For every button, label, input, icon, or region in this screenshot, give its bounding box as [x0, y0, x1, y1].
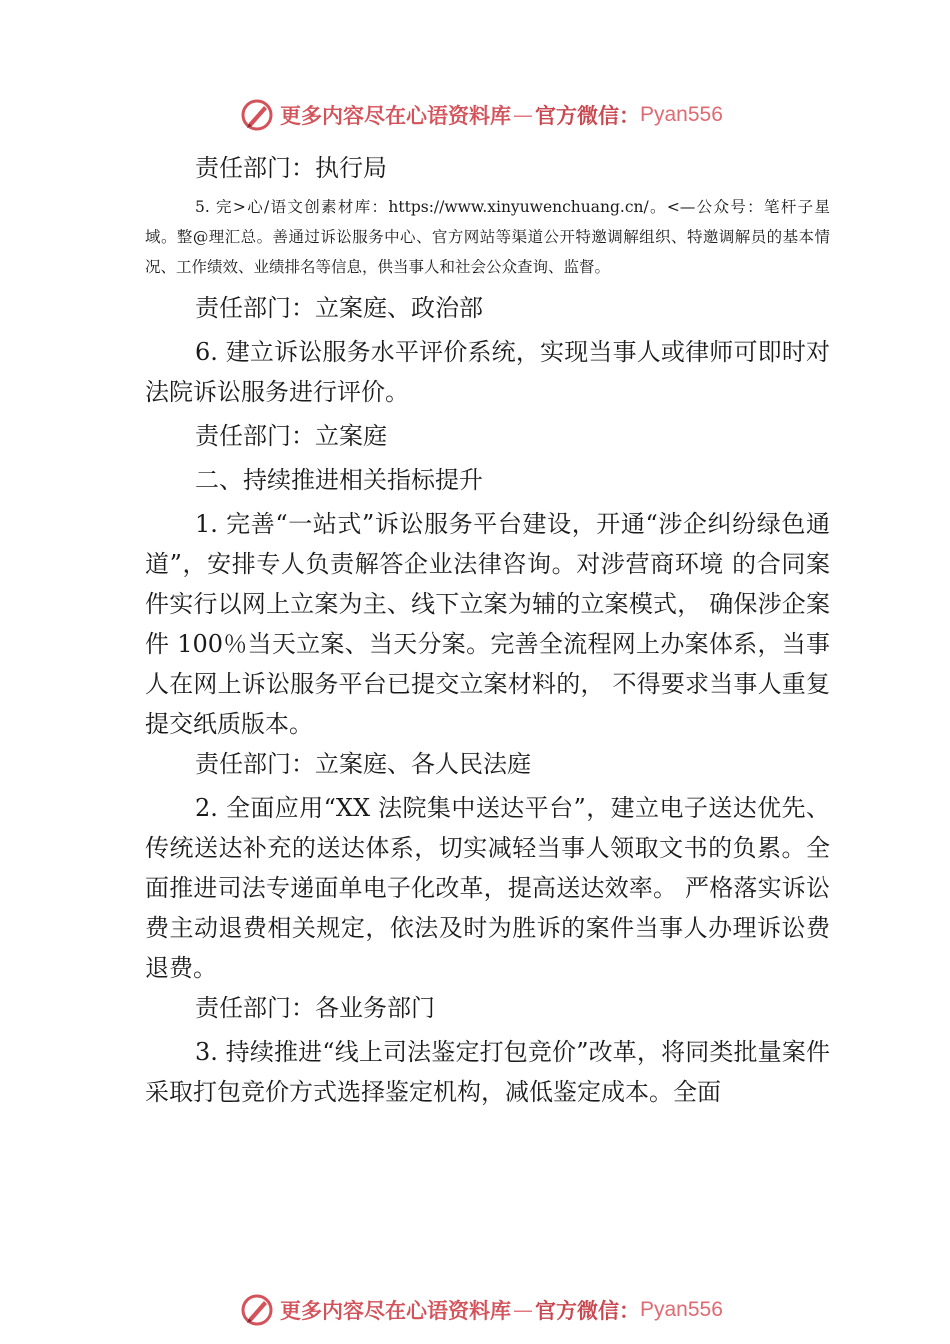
header-banner	[240, 95, 760, 135]
banner-wechat-id: Pyan556	[640, 103, 723, 126]
banner-main-text: 更多内容尽在心语资料库	[280, 103, 511, 128]
pen-logo-icon	[240, 98, 274, 132]
item-5-paragraph: 5. 完>心/语文创素材库：https://www.xinyuwenchuang.cn/。<—公众号：笔杆子星域。整@理汇总。善通过诉讼服务中心、官方网站等渠道公开特邀调解组织、特邀调解员的基本情况、工作绩效、业绩排名等信息，供当事人和社会公众查询、监督。	[145, 198, 830, 276]
banner-wechat-label: 官方微信：	[535, 1298, 640, 1323]
section2-item-2-paragraph: 2. 全面应用“XX 法院集中送达平台”，建立电子送达优先、传统送达补充的送达体系，切实减轻当事人领取文书的负累。全面推进司法专递面单电子化改革，提高送达效率。 严格落实诉讼费主动退费相关规定，依法及时为胜诉的案件当事人办理诉讼费退费。	[145, 794, 830, 982]
banner-wechat-id: Pyan556	[640, 1298, 723, 1321]
banner-separator: —	[513, 1298, 533, 1322]
responsible-dept-s2-item2: 责任部门：各业务部门	[195, 994, 435, 1022]
banner-separator: —	[513, 103, 533, 127]
banner-wechat-label: 官方微信：	[535, 103, 640, 128]
responsible-dept-item5: 责任部门：立案庭、政治部	[195, 294, 483, 322]
responsible-dept-item6: 责任部门：立案庭	[195, 422, 387, 450]
responsible-dept-s2-item1: 责任部门：立案庭、各人民法庭	[195, 750, 531, 778]
banner-main-text: 更多内容尽在心语资料库	[280, 1298, 511, 1323]
section2-item-3-paragraph: 3. 持续推进“线上司法鉴定打包竞价”改革，将同类批量案件采取打包竞价方式选择鉴定机构，减低鉴定成本。全面	[145, 1038, 830, 1106]
section-2-heading: 二、持续推进相关指标提升	[195, 466, 483, 494]
document-body	[145, 148, 830, 1112]
pen-logo-icon	[240, 1293, 274, 1327]
item-6-paragraph: 6. 建立诉讼服务水平评价系统，实现当事人或律师可即时对法院诉讼服务进行评价。	[145, 338, 830, 406]
section2-item-1-paragraph: 1. 完善“一站式”诉讼服务平台建设，开通“涉企纠纷绿色通道”，安排专人负责解答企业法律咨询。对涉营商环境 的合同案件实行以网上立案为主、线下立案为辅的立案模式， 确保涉企案件 100％当天立案、当天分案。完善全流程网上办案体系，当事人在网上诉讼服务平台已提交立案材料的， 不得要求当事人重复提交纸质版本。	[145, 510, 830, 738]
responsible-dept-exec: 责任部门：执行局	[195, 154, 387, 182]
footer-banner	[240, 1290, 760, 1330]
